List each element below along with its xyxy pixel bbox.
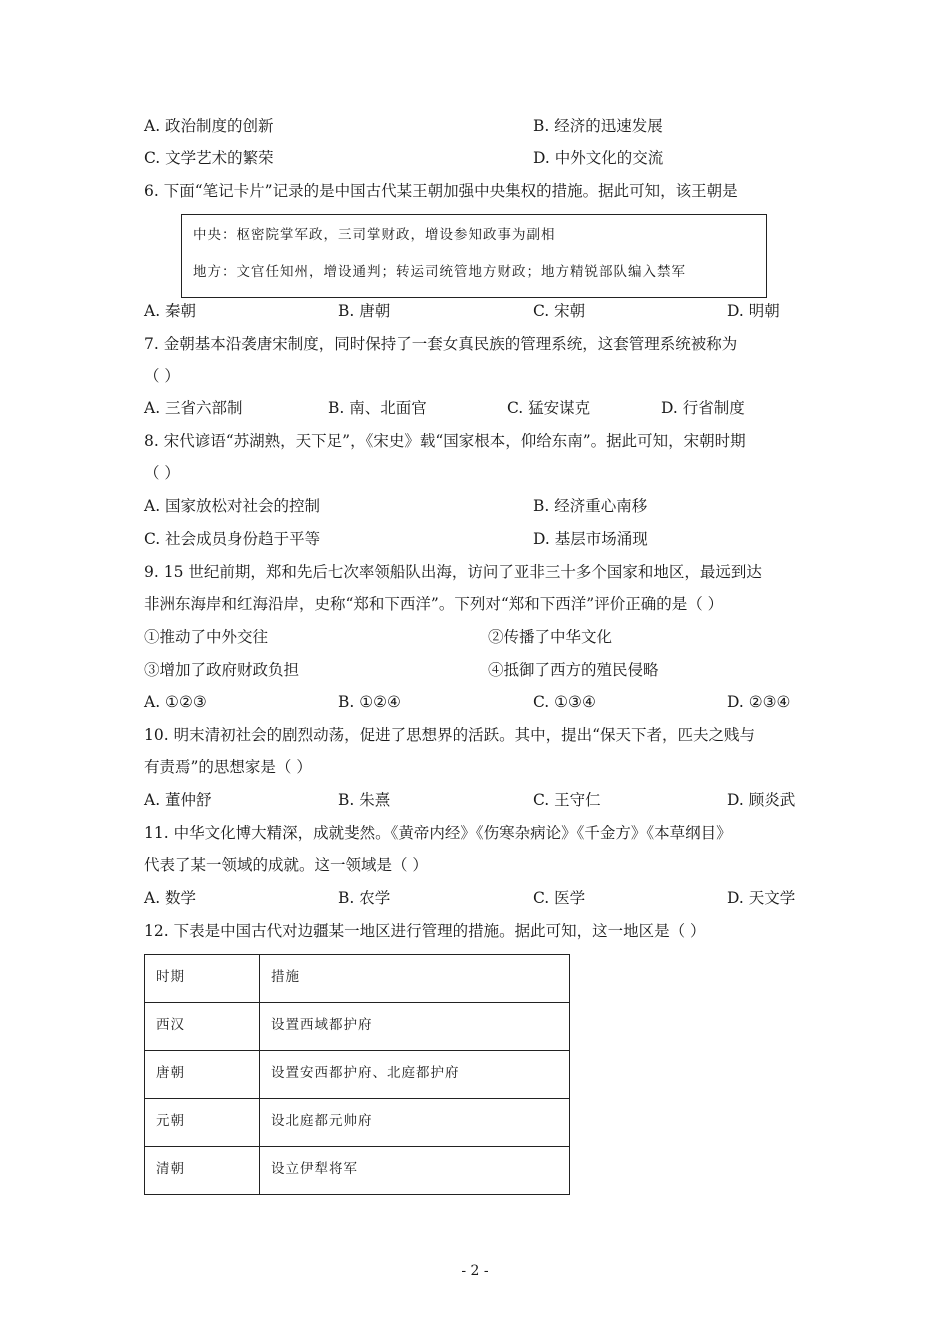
frontier-measures-table [144,954,570,1195]
q7-option-c: C. 猛安谋克 [507,399,591,417]
table-cell-measure: 设北庭都元帅府 [260,1099,570,1147]
q5-option-c: C. 文学艺术的繁荣 [144,149,274,167]
q5-option-d: D. 中外文化的交流 [533,149,664,167]
q7-option-b: B. 南、北面官 [328,399,427,417]
table-cell-period: 西汉 [145,1003,260,1051]
q10-stem-line2: 有责焉”的思想家是（ ） [144,758,312,776]
table-row [145,1099,570,1147]
q10-option-d: D. 顾炎武 [727,791,796,809]
note-card-central: 中央：枢密院掌军政，三司掌财政，增设参知政事为副相 [193,227,556,243]
q11-option-d: D. 天文学 [727,889,796,907]
q9-option-a: A. ①②③ [144,693,207,711]
q6-option-b: B. 唐朝 [338,302,391,320]
table-cell-measure: 设置西域都护府 [260,1003,570,1051]
table-cell-period: 元朝 [145,1099,260,1147]
q10-option-b: B. 朱熹 [338,791,391,809]
q5-option-a: A. 政治制度的创新 [144,117,274,135]
q7-option-a: A. 三省六部制 [144,399,243,417]
q11-option-b: B. 农学 [338,889,391,907]
table-cell-period: 唐朝 [145,1051,260,1099]
q7-stem-line1: 7. 金朝基本沿袭唐宋制度，同时保持了一套女真民族的管理系统，这套管理系统被称为 [144,335,738,353]
q7-stem-line2: （ ） [144,367,180,385]
q9-option-b: B. ①②④ [338,693,401,711]
table-header-measure: 措施 [260,955,570,1003]
table-cell-measure: 设置安西都护府、北庭都护府 [260,1051,570,1099]
table-row [145,1147,570,1195]
q11-option-a: A. 数学 [144,889,197,907]
q5-option-b: B. 经济的迅速发展 [533,117,663,135]
table-cell-period: 清朝 [145,1147,260,1195]
q6-option-c: C. 宋朝 [533,302,586,320]
table-cell-measure: 设立伊犁将军 [260,1147,570,1195]
q6-stem: 6. 下面“笔记卡片”记录的是中国古代某王朝加强中央集权的措施。据此可知，该王朝是 [144,182,738,200]
note-card-local: 地方：文官任知州，增设通判；转运司统管地方财政；地方精锐部队编入禁军 [193,264,686,280]
q8-option-a: A. 国家放松对社会的控制 [144,497,321,515]
q8-stem-line1: 8. 宋代谚语“苏湖熟，天下足”，《宋史》载“国家根本，仰给东南”。据此可知，宋朝时期 [144,432,746,450]
q9-item-2: ②传播了中华文化 [488,628,613,646]
q9-stem-line1: 9. 15 世纪前期，郑和先后七次率领船队出海，访问了亚非三十多个国家和地区，最远到达 [144,563,762,581]
q7-option-d: D. 行省制度 [661,399,745,417]
q11-option-c: C. 医学 [533,889,586,907]
q9-option-d: D. ②③④ [727,693,791,711]
q6-option-d: D. 明朝 [727,302,780,320]
q6-option-a: A. 秦朝 [144,302,197,320]
note-card [181,214,767,298]
q10-stem-line1: 10. 明末清初社会的剧烈动荡，促进了思想界的活跃。其中，提出“保天下者，匹夫之贱与 [144,726,756,744]
q8-option-c: C. 社会成员身份趋于平等 [144,530,321,548]
page-number: - 2 - [461,1263,489,1279]
q8-option-d: D. 基层市场涌现 [533,530,648,548]
table-header-period: 时期 [145,955,260,1003]
table-row [145,1003,570,1051]
table-row [145,1051,570,1099]
q11-stem-line2: 代表了某一领域的成就。这一领域是（ ） [144,856,428,874]
q8-option-b: B. 经济重心南移 [533,497,648,515]
q10-option-a: A. 董仲舒 [144,791,212,809]
q9-option-c: C. ①③④ [533,693,596,711]
q9-item-3: ③增加了政府财政负担 [144,661,300,679]
table-header-row [145,955,570,1003]
q9-stem-line2: 非洲东海岸和红海沿岸，史称“郑和下西洋”。下列对“郑和下西洋”评价正确的是（ ） [144,595,724,613]
q8-stem-line2: （ ） [144,464,180,482]
q11-stem-line1: 11. 中华文化博大精深，成就斐然。《黄帝内经》《伤寒杂病论》《千金方》《本草纲目》 [144,824,732,842]
q10-option-c: C. 王守仁 [533,791,601,809]
q9-item-1: ①推动了中外交往 [144,628,269,646]
q9-item-4: ④抵御了西方的殖民侵略 [488,661,659,679]
q12-stem: 12. 下表是中国古代对边疆某一地区进行管理的措施。据此可知，这一地区是（ ） [144,922,706,940]
